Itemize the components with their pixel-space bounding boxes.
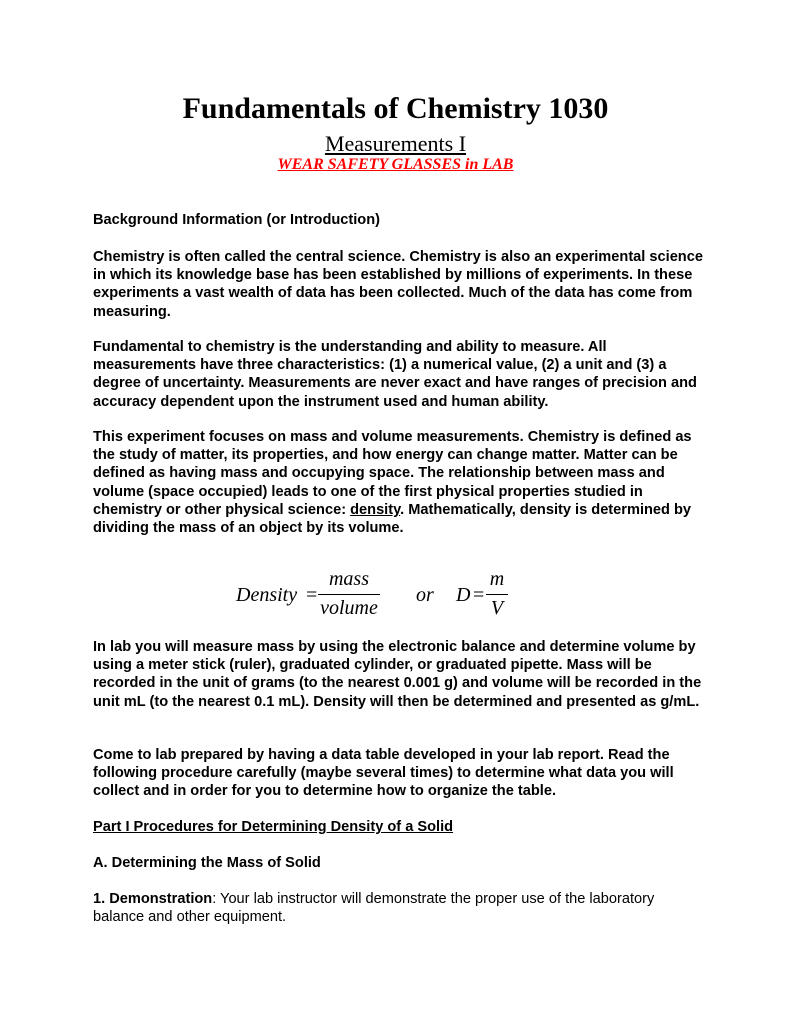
part1-heading: Part I Procedures for Determining Density of a Solid [93, 819, 454, 835]
formula-numerator-short: m [489, 568, 505, 590]
density-intro-text: This experiment focuses on mass and volume measurements. Chemistry is defined as the study of matter, its properties, and how energy can change matter. Matter can be defined as having mass and occupying space. The relationship between mass and volume (space occupied) leads to one of the first physical properties studied in chemistry or other physical science: [93, 429, 692, 518]
page-title: Fundamentals of Chemistry 1030 [182, 92, 609, 125]
formula-lhs-short: D [456, 584, 471, 606]
partA-heading: A. Determining the Mass of Solid [93, 855, 321, 871]
step1-paragraph [93, 890, 705, 926]
density-formula [234, 568, 534, 628]
formula-fraction-short [486, 568, 508, 620]
paragraph-central-science: Chemistry is often called the central science. Chemistry is also an experimental science in which its knowledge base has been established by millions of experiments. In these experiments a vast wealth of data has been collected. Much of the data has come from measuring. [93, 249, 703, 320]
density-intro-text-end: . Mathematically, density is determined by dividing the mass of an object by its volume. [93, 501, 692, 537]
fraction-bar [318, 594, 380, 595]
formula-numerator: mass [328, 568, 369, 590]
fraction-bar-short [486, 594, 508, 595]
formula-denominator-short: V [490, 597, 504, 619]
page-subtitle: Measurements I [324, 131, 467, 156]
formula-denominator: volume [320, 597, 378, 619]
formula-fraction [318, 568, 380, 620]
safety-warning: WEAR SAFETY GLASSES in LAB [277, 156, 514, 173]
paragraph-lab-measurement: In lab you will measure mass by using the electronic balance and determine volume by using a meter stick (ruler), graduated cylinder, or graduated pipette. Mass will be recorded in the unit of grams (to the nearest 0.001 g) and volume will be recorded in the unit mL (to the nearest 0.1 mL). Density will then be determined and presented as g/mL. [93, 639, 702, 710]
formula-or: or [416, 584, 434, 606]
step1-text: : Your lab instructor will demonstrate the proper use of the laboratory balance and other equipment. [93, 891, 655, 926]
formula-equals-short: = [473, 584, 485, 606]
density-term: density [350, 501, 401, 518]
paragraph-prepare-data-table: Come to lab prepared by having a data table developed in your lab report. Read the following procedure carefully (maybe several times) to determine what data you will collect and in order for you to determine how to organize the table. [93, 747, 674, 800]
formula-lhs: Density [236, 584, 298, 606]
step1-label: 1. Demonstration [93, 891, 213, 907]
formula-equals: = [306, 584, 318, 606]
paragraph-density-intro [93, 428, 705, 537]
background-heading: Background Information (or Introduction) [93, 212, 380, 228]
paragraph-measurement-characteristics: Fundamental to chemistry is the understanding and ability to measure. All measurements have three characteristics: (1) a numerical value, (2) a unit and (3) a degree of uncertainty. Measurements are never exact and have ranges of precision and accuracy dependent upon the instrument used and human ability. [93, 339, 697, 410]
